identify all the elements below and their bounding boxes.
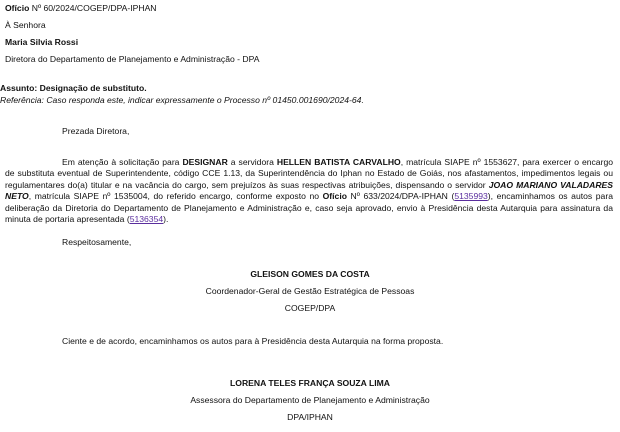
subject-line: Assunto: Designação de substituto. <box>0 83 147 93</box>
recipient-role: Diretora do Departamento de Planejamento e Administração - DPA <box>5 54 260 64</box>
oficio-ref-label: Ofício <box>322 191 347 202</box>
forward-note: Ciente e de acordo, encaminhamos os autos para à Presidência desta Autarquia na forma proposta. <box>62 336 444 346</box>
closing: Respeitosamente, <box>62 237 132 247</box>
oficio-number: Nº 60/2024/COGEP/DPA-IPHAN <box>29 3 157 13</box>
body-paragraph: Em atenção à solicitação para DESIGNAR a servidora HELLEN BATISTA CARVALHO, matrícula SIAPE nº 1553627, para exercer o encargo de substituta eventual de Superintendente, código CCE 1.13, da Superintendência do Iphan no Estado de Goiás, nos afastamentos, impedimentos legais ou regulamentares do(a) titular e na vacância do cargo, sem prejuízos às suas respectivas atribuições, dispensando o servidor JOAO MARIANO VALADARES NETO, matrícula SIAPE nº 1535004, do referido encargo, conforme exposto no Ofício Nº 633/2024/DPA-IPHAN (5135993), encaminhamos os autos para deliberação da Diretoria do Departamento de Planejamento e Administração e, caso seja aprovado, envio à Presidência desta Autarquia para assinatura da minuta de portaria apresentada (5136354). <box>5 157 613 225</box>
signature2-role: Assessora do Departamento de Planejamento e Administração <box>190 395 430 405</box>
signature2-unit: DPA/IPHAN <box>287 412 333 422</box>
document-link-5136354[interactable]: 5136354 <box>129 214 164 225</box>
action-keyword: DESIGNAR <box>182 157 228 167</box>
recipient-name: Maria Silvia Rossi <box>5 37 79 47</box>
greeting: Prezada Diretora, <box>62 126 130 136</box>
salutation-to: À Senhora <box>5 20 46 30</box>
designated-employee: HELLEN BATISTA CARVALHO <box>276 157 401 167</box>
signature2-name: LORENA TELES FRANÇA SOUZA LIMA <box>230 378 390 388</box>
dismissed-employee: JOAO MARIANO VALADARES NETO <box>5 179 613 202</box>
signature1-role: Coordenador-Geral de Gestão Estratégica de Pessoas <box>205 286 415 296</box>
oficio-label: Ofício <box>5 3 30 13</box>
oficio-header <box>5 3 157 15</box>
reference-line: Referência: Caso responda este, indicar expressamente o Processo nº 01450.001690/2024-64. <box>0 95 364 105</box>
document-link-5135993[interactable]: 5135993 <box>454 191 488 202</box>
signature1-name: GLEISON GOMES DA COSTA <box>250 269 370 279</box>
signature1-unit: COGEP/DPA <box>284 303 336 313</box>
